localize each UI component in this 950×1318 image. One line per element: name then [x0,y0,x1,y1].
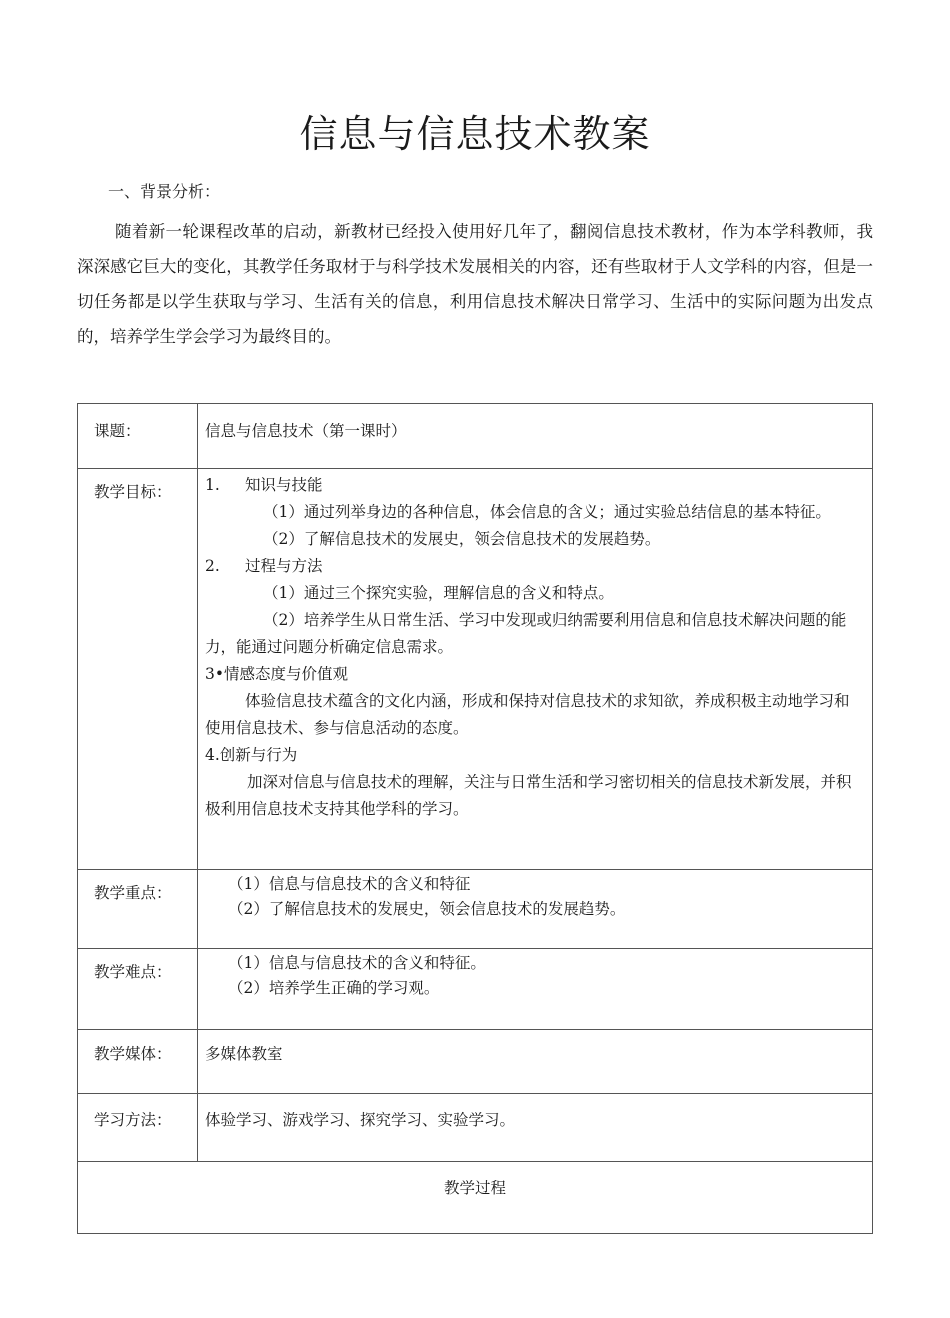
goal-2-title: 过程与方法 [245,557,323,575]
goal-1-item-a: （1）通过列举身边的各种信息，体会信息的含义；通过实验总结信息的基本特征。 [263,503,831,521]
method-value: 体验学习、游戏学习、探究学习、实验学习。 [198,1094,873,1162]
goal-2-item-b: （2）培养学生从日常生活、学习中发现或归纳需要利用信息和信息技术解决问题的能力，能通过问题分析确定信息需求。 [205,611,847,656]
goal-2-heading [205,553,862,580]
key-points-content [198,870,873,949]
goal-1-number: 1. [205,476,220,494]
table-row-key-points [78,870,873,949]
media-value: 多媒体教室 [198,1030,873,1094]
goal-1-item-b: （2）了解信息技术的发展史，领会信息技术的发展趋势。 [263,530,661,548]
goals-content [198,469,873,870]
difficult-points-content [198,949,873,1030]
media-label: 教学媒体： [78,1030,198,1094]
difficult-point-item: （1）信息与信息技术的含义和特征。 [228,954,486,972]
goal-1-heading [205,472,862,499]
table-row-difficult-points [78,949,873,1030]
table-row-goals [78,469,873,870]
topic-value: 信息与信息技术（第一课时） [198,404,873,469]
goal-2-item-a: （1）通过三个探究实验，理解信息的含义和特点。 [263,584,614,602]
document-title: 信息与信息技术教案 [299,112,651,156]
background-paragraph: 随着新一轮课程改革的启动，新教材已经投入使用好几年了，翻阅信息技术教材，作为本学科教师，我深深感它巨大的变化，其教学任务取材于与科学技术发展相关的内容，还有些取材于人文学科的内容，但是一切任务都是以学生获取与学习、生活有关的信息，利用信息技术解决日常学习、生活中的实际问题为出发点的，培养学生学会学习为最终目的。 [77,222,873,346]
table-row-topic [78,404,873,469]
difficult-points-label: 教学难点： [78,949,198,1030]
goal-4-heading: 4.创新与行为 [205,746,298,764]
goal-2-number: 2. [205,557,220,575]
table-row-process [78,1162,873,1234]
difficult-point-item: （2）培养学生正确的学习观。 [228,979,440,997]
topic-label: 课题： [78,404,198,469]
process-heading: 教学过程 [78,1162,873,1234]
key-points-label: 教学重点： [78,870,198,949]
lesson-plan-table [77,403,873,1234]
table-row-media [78,1030,873,1094]
goal-4-item: 加深对信息与信息技术的理解，关注与日常生活和学习密切相关的信息技术新发展，并积极利用信息技术支持其他学科的学习。 [205,773,852,818]
key-point-item: （2）了解信息技术的发展史，领会信息技术的发展趋势。 [228,900,626,918]
key-point-item: （1）信息与信息技术的含义和特征 [228,875,471,893]
table-row-method [78,1094,873,1162]
goal-3-heading: 3•情感态度与价值观 [205,665,349,683]
goal-1-title: 知识与技能 [245,476,323,494]
section-heading-background: 一、背景分析： [108,182,221,201]
method-label: 学习方法： [78,1094,198,1162]
goals-label: 教学目标： [78,469,198,870]
goal-3-item: 体验信息技术蕴含的文化内涵，形成和保持对信息技术的求知欲，养成积极主动地学习和使用信息技术、参与信息活动的态度。 [205,692,850,737]
